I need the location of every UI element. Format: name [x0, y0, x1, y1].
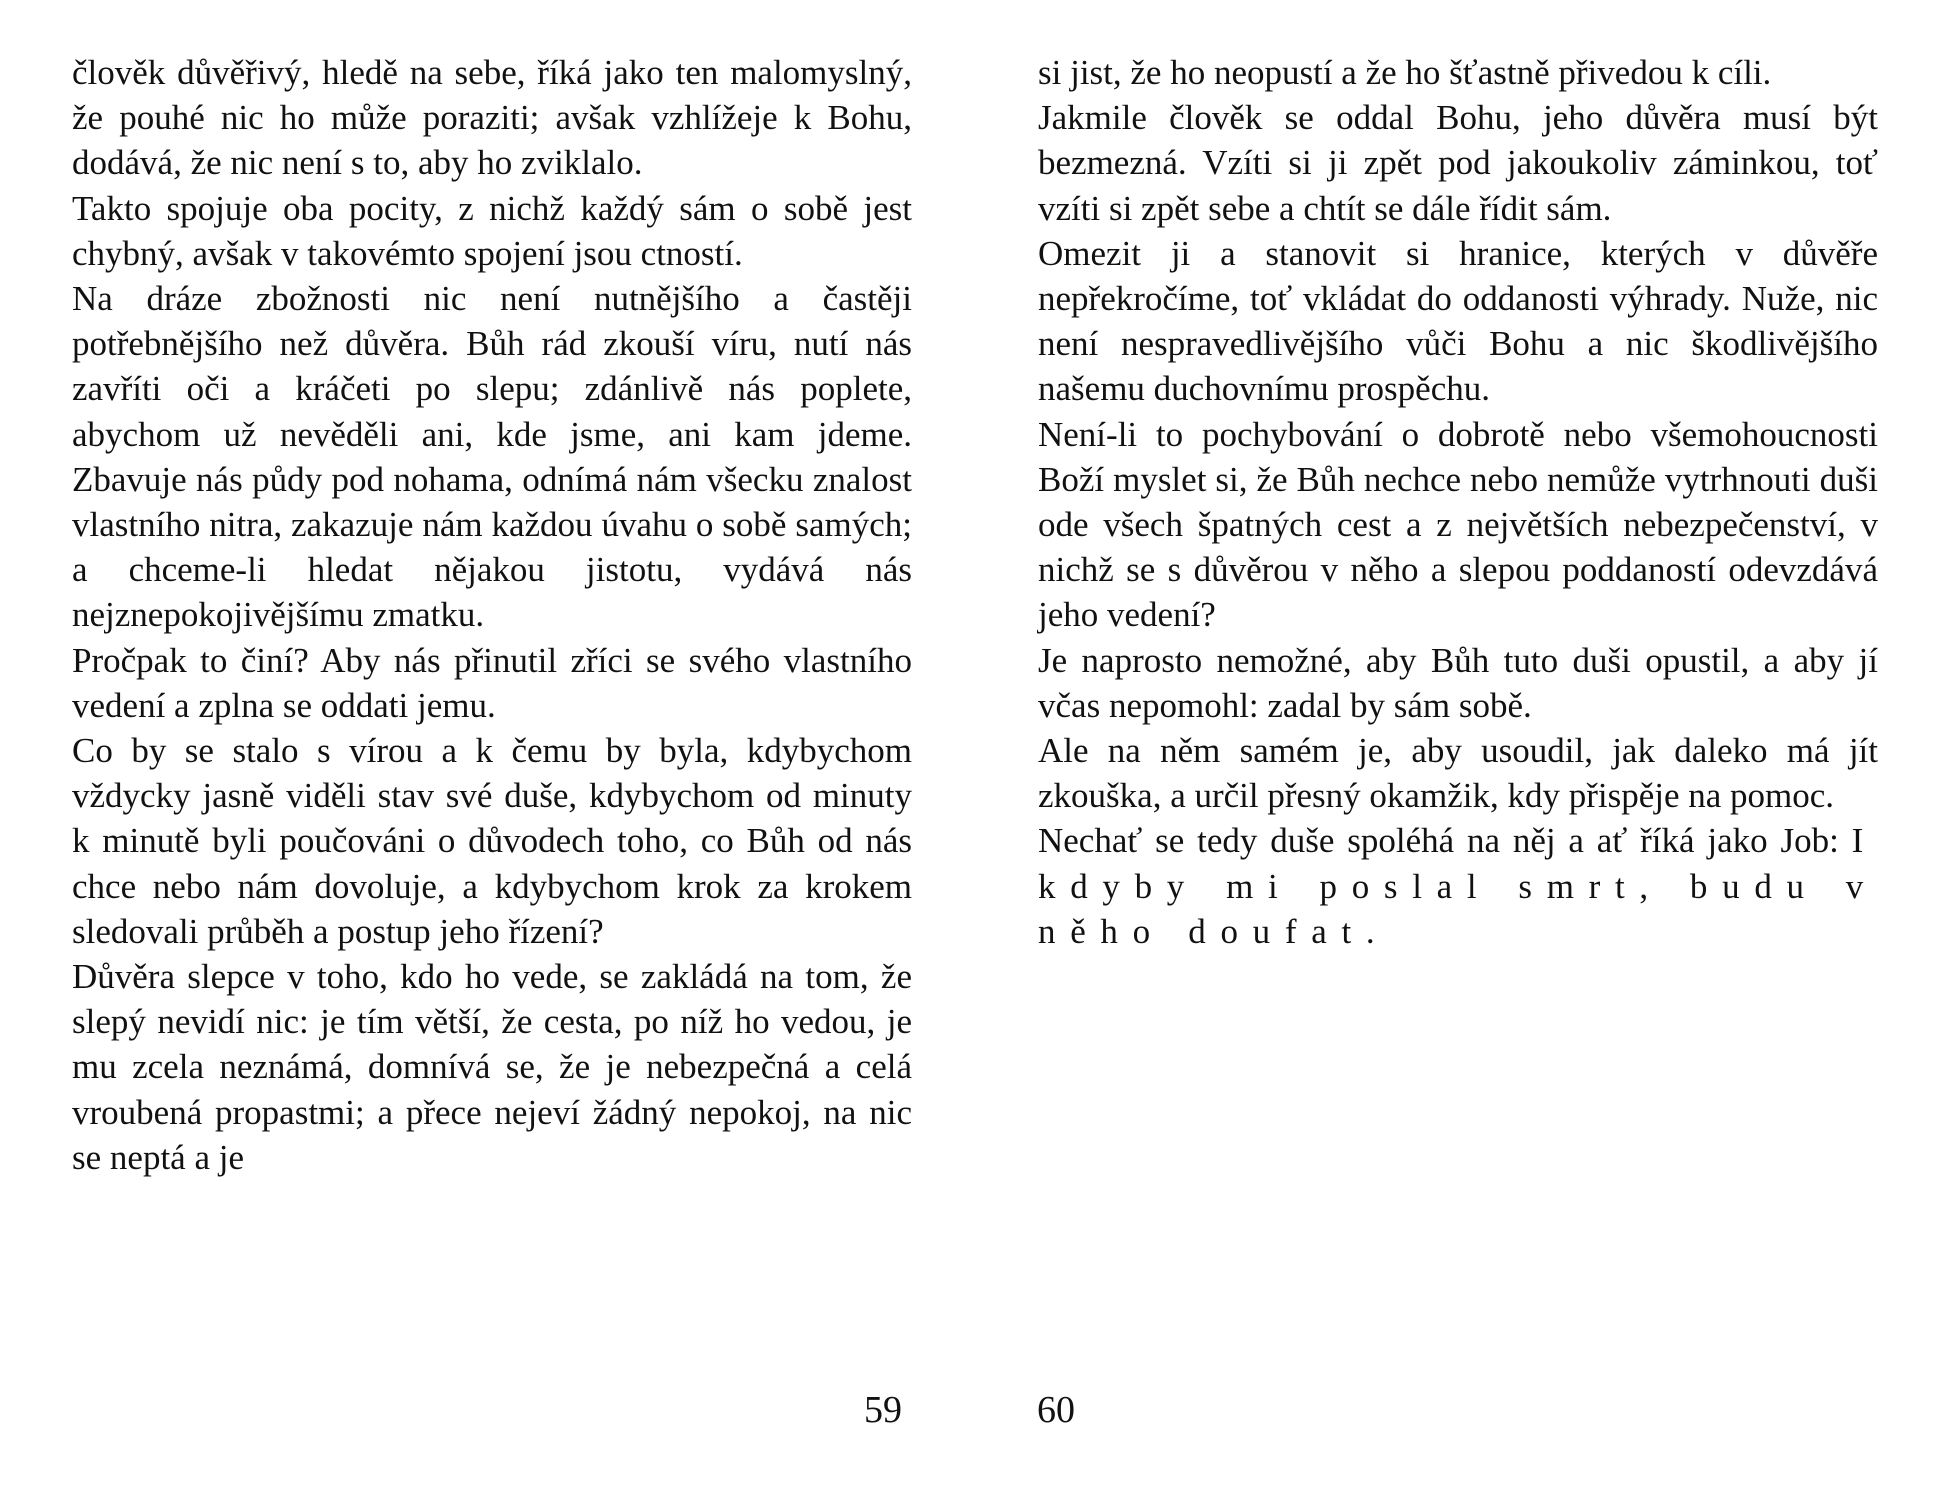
right-paragraph-1: si jist, že ho neopustí a že ho šťastně přivedou k cíli.	[1038, 53, 1772, 92]
left-paragraph-1: člověk důvěřivý, hledě na sebe, říká jako ten malomyslný, že pouhé nic ho může poraziti; avšak vzhlížeje k Bohu, dodává, že nic není s to, aby ho zviklalo.	[72, 53, 912, 183]
left-paragraph-5: Co by se stalo s vírou a k čemu by byla, kdybychom vždycky jasně viděli stav své duše, kdybychom od minuty k minutě byli poučováni o důvodech toho, co Bůh od nás chce nebo nám dovoluje, a kdybychom krok za krokem sledovali průběh a postup jeho řízení?	[72, 731, 912, 951]
right-paragraph-7	[1038, 818, 1878, 954]
right-paragraph-2: Jakmile člověk se oddal Bohu, jeho důvěra musí být bezmezná. Vzíti si ji zpět pod jakoukoliv záminkou, toť vzíti si zpět sebe a chtít se dále řídit sám.	[1038, 98, 1878, 228]
closing-lead-text: Nechať se tedy duše spoléhá na něj a ať říká jako Job:	[1038, 821, 1852, 861]
right-paragraph-6: Ale na něm samém je, aby usoudil, jak daleko má jít zkouška, a určil přesný okamžik, kdy přispěje na pomoc.	[1038, 731, 1878, 816]
right-paragraph-5: Je naprosto nemožné, aby Bůh tuto duši opustil, a aby jí včas nepomohl: zadal by sám sobě.	[1038, 640, 1878, 725]
left-paragraph-2: Takto spojuje oba pocity, z nichž každý sám o sobě jest chybný, avšak v takovémto spojení jsou ctností.	[72, 188, 912, 273]
right-paragraph-3: Omezit ji a stanovit si hranice, kterých v důvěře nepřekročíme, toť vkládat do oddanosti výhrady. Nuže, nic není nespravedlivějšího vůči Bohu a nic škodlivějšího našemu duchovnímu prospěchu.	[1038, 233, 1878, 409]
job-quote: I kdyby mi poslal smrt, budu v něho doufat.	[1038, 821, 1878, 951]
right-paragraph-4: Není-li to pochybování o dobrotě nebo všemohoucnosti Boží myslet si, že Bůh nechce nebo nemůže vytrhnouti duši ode všech špatných cest a z největších nebezpečenství, v nichž se s důvěrou v něho a slepou poddaností odevzdává jeho vedení?	[1038, 414, 1878, 635]
left-page	[72, 50, 912, 1180]
right-page	[1038, 50, 1878, 954]
left-paragraph-4: Pročpak to činí? Aby nás přinutil zříci se svého vlastního vedení a zplna se oddati jemu.	[72, 640, 912, 725]
left-paragraph-3: Na dráze zbožnosti nic není nutnějšího a častěji potřebnějšího než důvěra. Bůh rád zkouší víru, nutí nás zavříti oči a kráčeti po slepu; zdánlivě nás poplete, abychom už nevěděli ani, kde jsme, ani kam jdeme. Zbavuje nás půdy pod nohama, odnímá nám všecku znalost vlastního nitra, zakazuje nám každou úvahu o sobě samých; a chceme-li hledat nějakou jistotu, vydává nás nejznepokojivějšímu zmatku.	[72, 279, 912, 635]
left-paragraph-6: Důvěra slepce v toho, kdo ho vede, se zakládá na tom, že slepý nevidí nic: je tím větší, že cesta, po níž ho vedou, je mu zcela neznámá, domnívá se, že je nebezpečná a celá vroubená propastmi; a přece nejeví žádný nepokoj, na nic se neptá a je	[72, 957, 912, 1177]
page-number-right: 60	[1037, 1389, 1075, 1431]
page-number-left: 59	[864, 1389, 902, 1431]
